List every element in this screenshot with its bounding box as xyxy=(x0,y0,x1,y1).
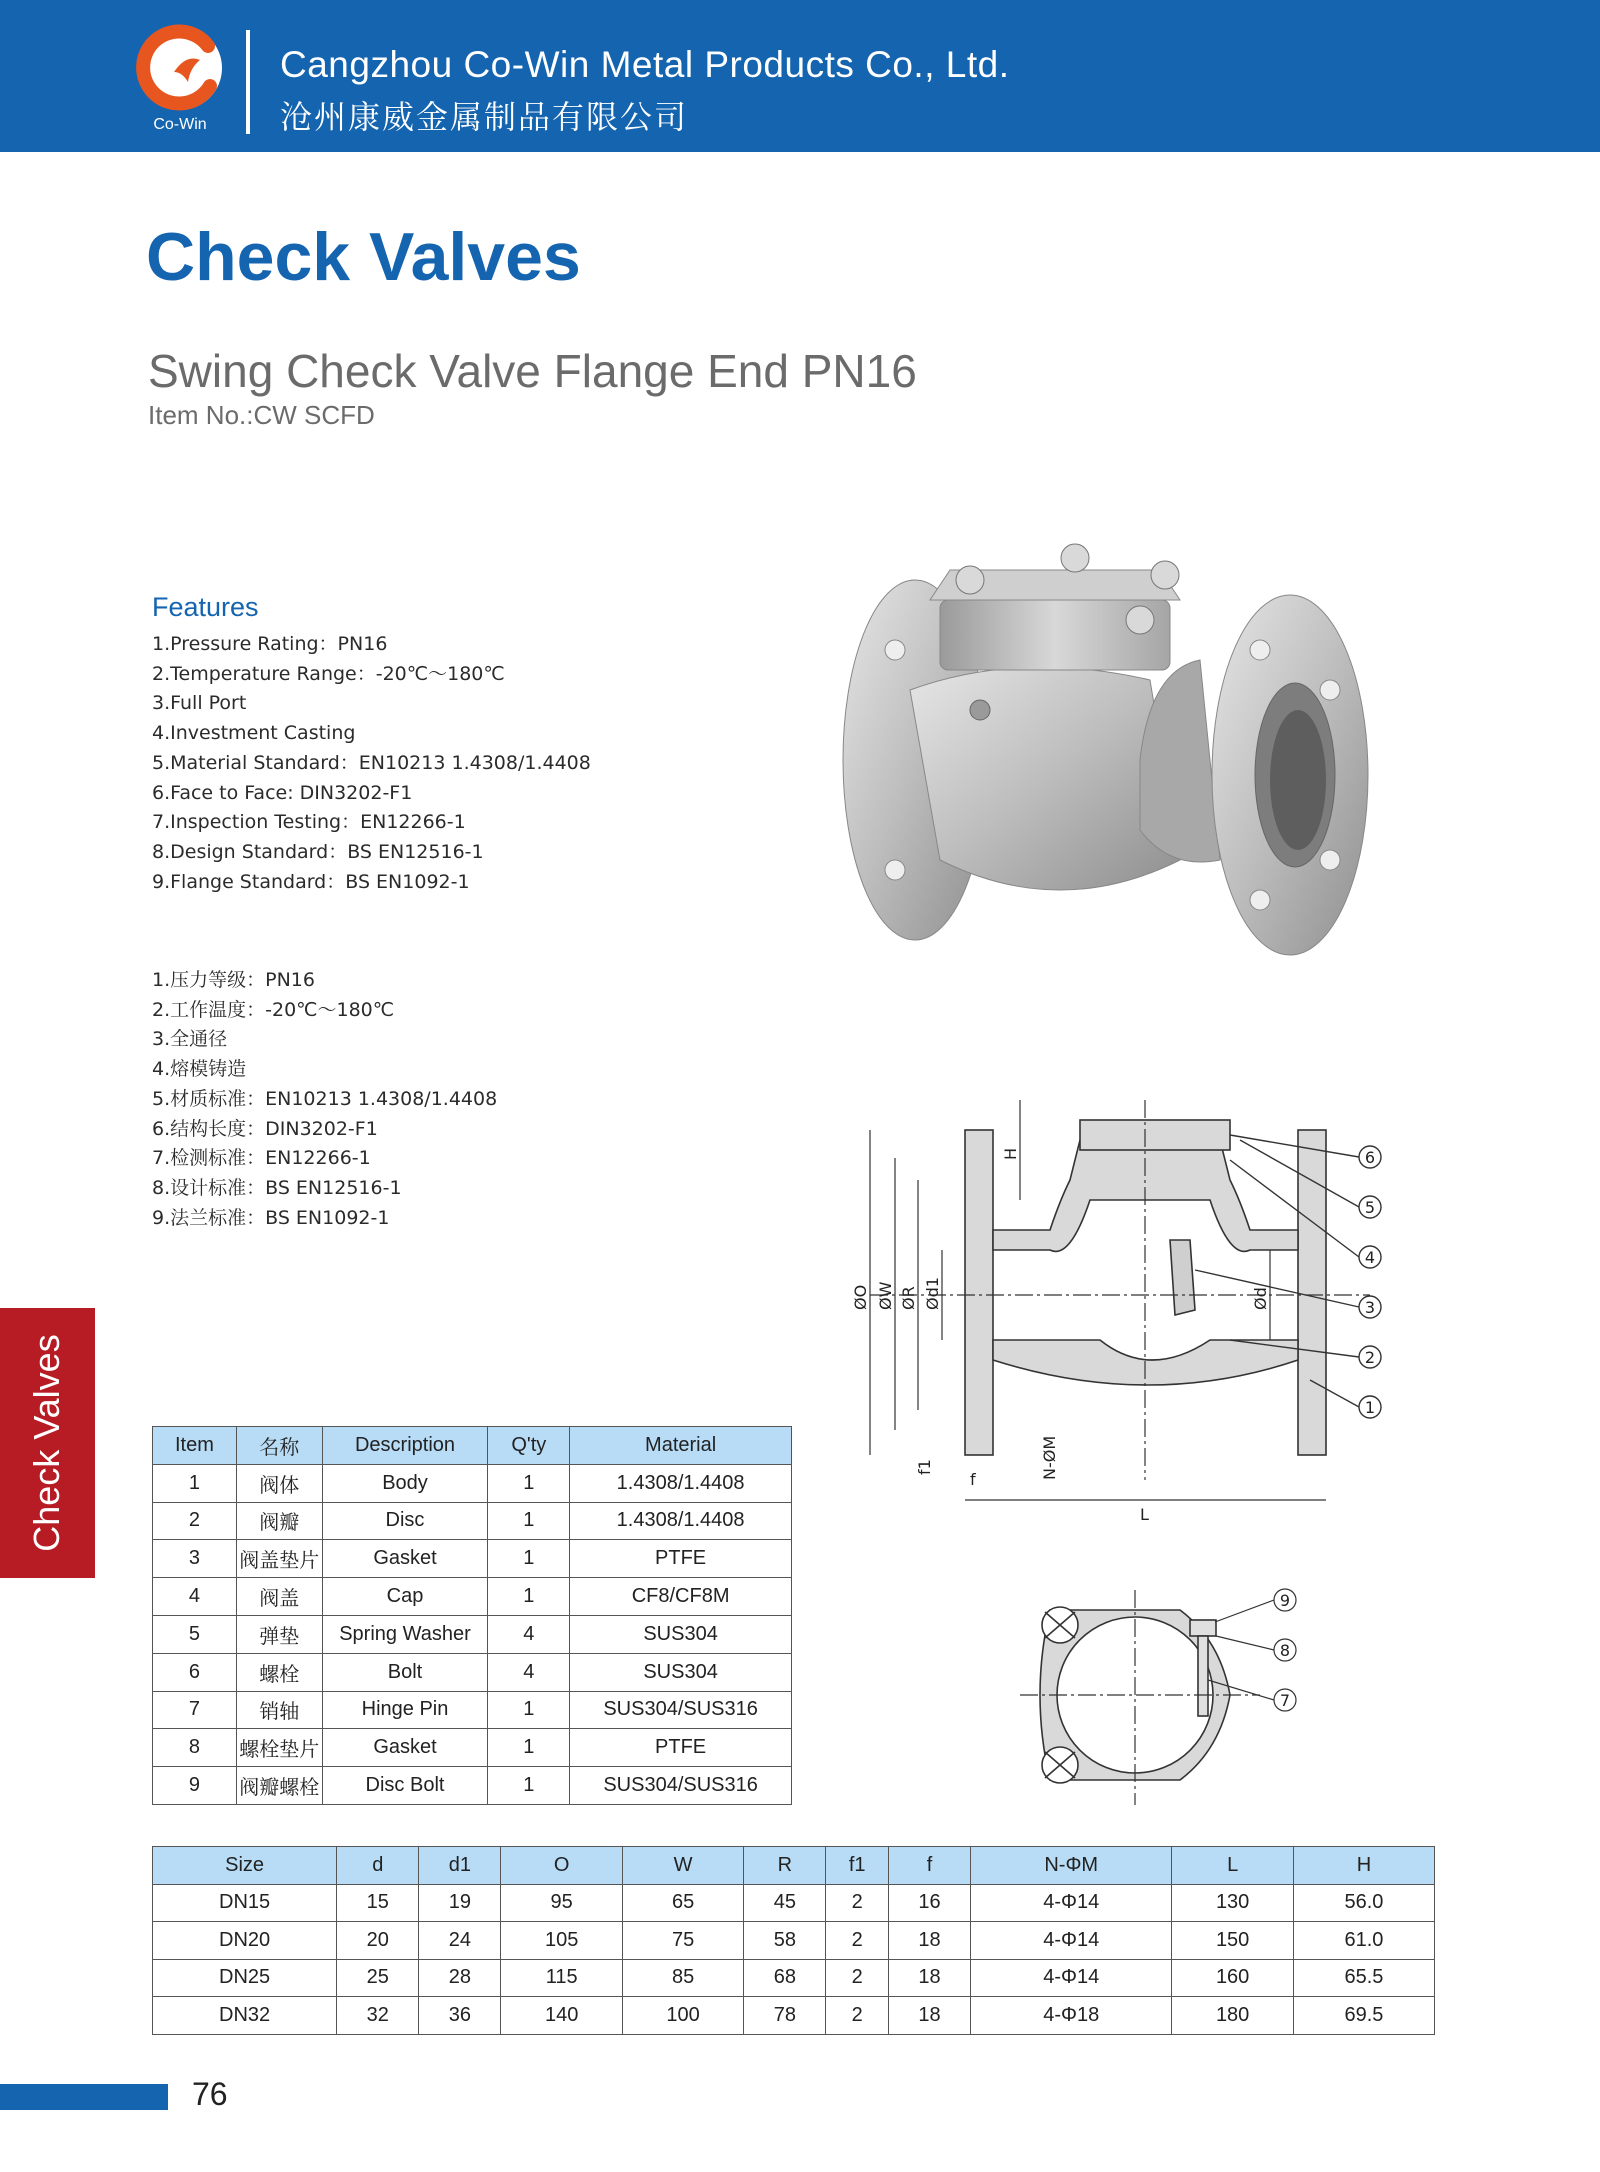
feature-item-cn: 6.结构长度：DIN3202-F1 xyxy=(152,1117,378,1140)
table-cell: 15 xyxy=(337,1884,419,1922)
column-header: H xyxy=(1293,1847,1434,1885)
logo-icon xyxy=(130,20,230,120)
table-cell: 85 xyxy=(622,1959,743,1997)
table-cell: SUS304 xyxy=(570,1615,792,1653)
table-cell: 61.0 xyxy=(1293,1922,1434,1960)
table-cell: 150 xyxy=(1172,1922,1293,1960)
table-cell: 1 xyxy=(488,1502,570,1540)
table-cell: Disc Bolt xyxy=(322,1767,488,1805)
section-drawing xyxy=(850,1080,1390,1540)
header-banner xyxy=(0,0,1600,152)
table-cell: 19 xyxy=(419,1884,501,1922)
dim-label-NM: N-ØM xyxy=(1040,1435,1059,1480)
dim-label-f1: f1 xyxy=(915,1459,934,1475)
logo-text: Co-Win xyxy=(153,116,207,133)
table-cell: DN15 xyxy=(153,1884,337,1922)
table-cell: 5 xyxy=(153,1615,237,1653)
table-cell: 100 xyxy=(622,1997,743,2035)
table-cell: 螺栓垫片 xyxy=(236,1729,322,1767)
table-cell: 4-Φ14 xyxy=(971,1884,1172,1922)
callout-7: 7 xyxy=(1279,1691,1291,1710)
table-cell: 8 xyxy=(153,1729,237,1767)
features-heading: Features xyxy=(152,592,259,622)
table-cell: 130 xyxy=(1172,1884,1293,1922)
table-row xyxy=(153,1959,1435,1997)
company-name-cn: 沧州康威金属制品有限公司 xyxy=(280,98,689,136)
table-cell: 160 xyxy=(1172,1959,1293,1997)
dim-label-L: L xyxy=(1140,1505,1149,1524)
table-cell: 阀瓣螺栓 xyxy=(236,1767,322,1805)
table-row xyxy=(153,1578,792,1616)
dim-label-f: f xyxy=(970,1470,976,1489)
features-list-en xyxy=(152,630,591,897)
column-header: f1 xyxy=(826,1847,888,1885)
table-cell: 1 xyxy=(488,1464,570,1502)
column-header: d1 xyxy=(419,1847,501,1885)
feature-item: 8.Design Standard：BS EN12516-1 xyxy=(152,840,484,863)
table-cell: 56.0 xyxy=(1293,1884,1434,1922)
dim-label-R: ØR xyxy=(899,1286,918,1310)
product-photo xyxy=(820,530,1380,1010)
table-cell: SUS304/SUS316 xyxy=(570,1767,792,1805)
table-cell: Body xyxy=(322,1464,488,1502)
table-cell: 2 xyxy=(826,1997,888,2035)
table-cell: 45 xyxy=(744,1884,826,1922)
dim-label-d: Ød xyxy=(1251,1287,1270,1310)
table-row xyxy=(153,1691,792,1729)
feature-item: 7.Inspection Testing：EN12266-1 xyxy=(152,811,466,834)
table-cell: 16 xyxy=(888,1884,970,1922)
feature-item: 5.Material Standard：EN10213 1.4308/1.4408 xyxy=(152,751,591,774)
table-cell: DN20 xyxy=(153,1922,337,1960)
table-cell: 4-Φ14 xyxy=(971,1959,1172,1997)
table-cell: 1 xyxy=(488,1540,570,1578)
table-row xyxy=(153,1653,792,1691)
table-cell: 32 xyxy=(337,1997,419,2035)
feature-item-cn: 1.压力等级：PN16 xyxy=(152,969,315,991)
column-header: L xyxy=(1172,1847,1293,1885)
table-cell: 1 xyxy=(488,1691,570,1729)
callout-5: 5 xyxy=(1364,1198,1376,1217)
product-subtitle: Swing Check Valve Flange End PN16 xyxy=(148,345,917,397)
column-header: 名称 xyxy=(236,1427,322,1465)
dim-label-d1: Ød1 xyxy=(923,1277,942,1310)
dim-label-H: H xyxy=(1001,1147,1020,1160)
callout-9: 9 xyxy=(1279,1591,1291,1610)
dim-label-O: ØO xyxy=(851,1284,870,1310)
table-cell: 4 xyxy=(488,1615,570,1653)
column-header: R xyxy=(744,1847,826,1885)
table-cell: 螺栓 xyxy=(236,1653,322,1691)
table-row xyxy=(153,1922,1435,1960)
table-cell: 140 xyxy=(501,1997,622,2035)
column-header: Material xyxy=(570,1427,792,1465)
feature-item: 3.Full Port xyxy=(152,692,247,715)
footer-accent-bar xyxy=(0,2084,168,2110)
table-cell: SUS304/SUS316 xyxy=(570,1691,792,1729)
table-cell: 2 xyxy=(826,1922,888,1960)
table-cell: 24 xyxy=(419,1922,501,1960)
table-cell: 销轴 xyxy=(236,1691,322,1729)
table-cell: Spring Washer xyxy=(322,1615,488,1653)
callout-6: 6 xyxy=(1364,1148,1376,1167)
table-cell: 18 xyxy=(888,1997,970,2035)
table-cell: SUS304 xyxy=(570,1653,792,1691)
table-cell: 2 xyxy=(153,1502,237,1540)
feature-item-cn: 5.材质标准：EN10213 1.4308/1.4408 xyxy=(152,1087,498,1110)
parts-table xyxy=(152,1426,792,1805)
table-cell: 1.4308/1.4408 xyxy=(570,1502,792,1540)
table-cell: 65.5 xyxy=(1293,1959,1434,1997)
table-row xyxy=(153,1615,792,1653)
table-cell: DN25 xyxy=(153,1959,337,1997)
table-cell: 9 xyxy=(153,1767,237,1805)
feature-item: 9.Flange Standard：BS EN1092-1 xyxy=(152,870,470,893)
column-header: d xyxy=(337,1847,419,1885)
page-number: 76 xyxy=(192,2076,228,2112)
table-cell: 阀瓣 xyxy=(236,1502,322,1540)
page-title: Check Valves xyxy=(146,219,581,295)
feature-item: 6.Face to Face: DIN3202-F1 xyxy=(152,781,413,804)
table-row xyxy=(153,1997,1435,2035)
table-row xyxy=(153,1540,792,1578)
header-divider xyxy=(246,30,250,134)
feature-item: 1.Pressure Rating：PN16 xyxy=(152,633,388,655)
table-cell: 1 xyxy=(488,1578,570,1616)
dimension-table xyxy=(152,1846,1435,2035)
feature-item-cn: 4.熔模铸造 xyxy=(152,1058,247,1081)
table-cell: PTFE xyxy=(570,1729,792,1767)
table-cell: 1 xyxy=(488,1729,570,1767)
table-cell: Gasket xyxy=(322,1540,488,1578)
column-header: Size xyxy=(153,1847,337,1885)
table-cell: 18 xyxy=(888,1922,970,1960)
table-cell: 1 xyxy=(488,1767,570,1805)
table-cell: 58 xyxy=(744,1922,826,1960)
table-row xyxy=(153,1464,792,1502)
table-cell: Bolt xyxy=(322,1653,488,1691)
table-cell: 18 xyxy=(888,1959,970,1997)
table-cell: DN32 xyxy=(153,1997,337,2035)
callout-8: 8 xyxy=(1279,1641,1291,1660)
table-cell: 180 xyxy=(1172,1997,1293,2035)
column-header: f xyxy=(888,1847,970,1885)
table-cell: 78 xyxy=(744,1997,826,2035)
table-row xyxy=(153,1767,792,1805)
dim-label-W: ØW xyxy=(876,1281,895,1310)
column-header: O xyxy=(501,1847,622,1885)
table-cell: 6 xyxy=(153,1653,237,1691)
table-cell: 25 xyxy=(337,1959,419,1997)
table-cell: 1.4308/1.4408 xyxy=(570,1464,792,1502)
item-number: Item No.:CW SCFD xyxy=(148,400,375,430)
feature-item-cn: 7.检测标准：EN12266-1 xyxy=(152,1147,371,1170)
table-cell: 4-Φ14 xyxy=(971,1922,1172,1960)
feature-item-cn: 8.设计标准：BS EN12516-1 xyxy=(152,1176,402,1199)
column-header: Item xyxy=(153,1427,237,1465)
column-header: N-ΦM xyxy=(971,1847,1172,1885)
table-cell: 阀盖垫片 xyxy=(236,1540,322,1578)
table-row xyxy=(153,1884,1435,1922)
column-header: W xyxy=(622,1847,743,1885)
company-name-en: Cangzhou Co-Win Metal Products Co., Ltd. xyxy=(280,44,1010,85)
table-cell: Disc xyxy=(322,1502,488,1540)
table-cell: 69.5 xyxy=(1293,1997,1434,2035)
feature-item-cn: 9.法兰标准：BS EN1092-1 xyxy=(152,1206,390,1229)
feature-item-cn: 3.全通径 xyxy=(152,1028,228,1051)
table-cell: 1 xyxy=(153,1464,237,1502)
table-cell: 105 xyxy=(501,1922,622,1960)
feature-item: 4.Investment Casting xyxy=(152,722,356,745)
callout-1: 1 xyxy=(1364,1398,1376,1417)
table-cell: 68 xyxy=(744,1959,826,1997)
table-cell: Gasket xyxy=(322,1729,488,1767)
table-cell: 4-Φ18 xyxy=(971,1997,1172,2035)
table-cell: 115 xyxy=(501,1959,622,1997)
callout-4: 4 xyxy=(1364,1248,1376,1267)
table-cell: 3 xyxy=(153,1540,237,1578)
table-header-row xyxy=(153,1427,792,1465)
feature-item: 2.Temperature Range：-20℃～180℃ xyxy=(152,662,505,685)
table-cell: 95 xyxy=(501,1884,622,1922)
cover-detail-drawing xyxy=(1020,1580,1320,1810)
table-row xyxy=(153,1729,792,1767)
table-cell: 阀盖 xyxy=(236,1578,322,1616)
table-cell: 75 xyxy=(622,1922,743,1960)
table-cell: 20 xyxy=(337,1922,419,1960)
callout-2: 2 xyxy=(1364,1348,1376,1367)
table-cell: 36 xyxy=(419,1997,501,2035)
table-row xyxy=(153,1502,792,1540)
table-cell: 阀体 xyxy=(236,1464,322,1502)
table-cell: Cap xyxy=(322,1578,488,1616)
table-cell: CF8/CF8M xyxy=(570,1578,792,1616)
company-logo xyxy=(130,20,230,140)
table-header-row xyxy=(153,1847,1435,1885)
table-cell: 2 xyxy=(826,1959,888,1997)
table-cell: 28 xyxy=(419,1959,501,1997)
table-cell: PTFE xyxy=(570,1540,792,1578)
table-cell: 4 xyxy=(153,1578,237,1616)
table-cell: Hinge Pin xyxy=(322,1691,488,1729)
table-cell: 弹垫 xyxy=(236,1615,322,1653)
feature-item-cn: 2.工作温度：-20℃～180℃ xyxy=(152,998,395,1021)
callout-3: 3 xyxy=(1364,1298,1376,1317)
side-tab-label: Check Valves xyxy=(26,1334,67,1552)
column-header: Q'ty xyxy=(488,1427,570,1465)
table-cell: 4 xyxy=(488,1653,570,1691)
table-cell: 2 xyxy=(826,1884,888,1922)
table-cell: 65 xyxy=(622,1884,743,1922)
table-cell: 7 xyxy=(153,1691,237,1729)
column-header: Description xyxy=(322,1427,488,1465)
features-list-cn xyxy=(152,966,497,1233)
section-side-tab xyxy=(0,1308,95,1578)
